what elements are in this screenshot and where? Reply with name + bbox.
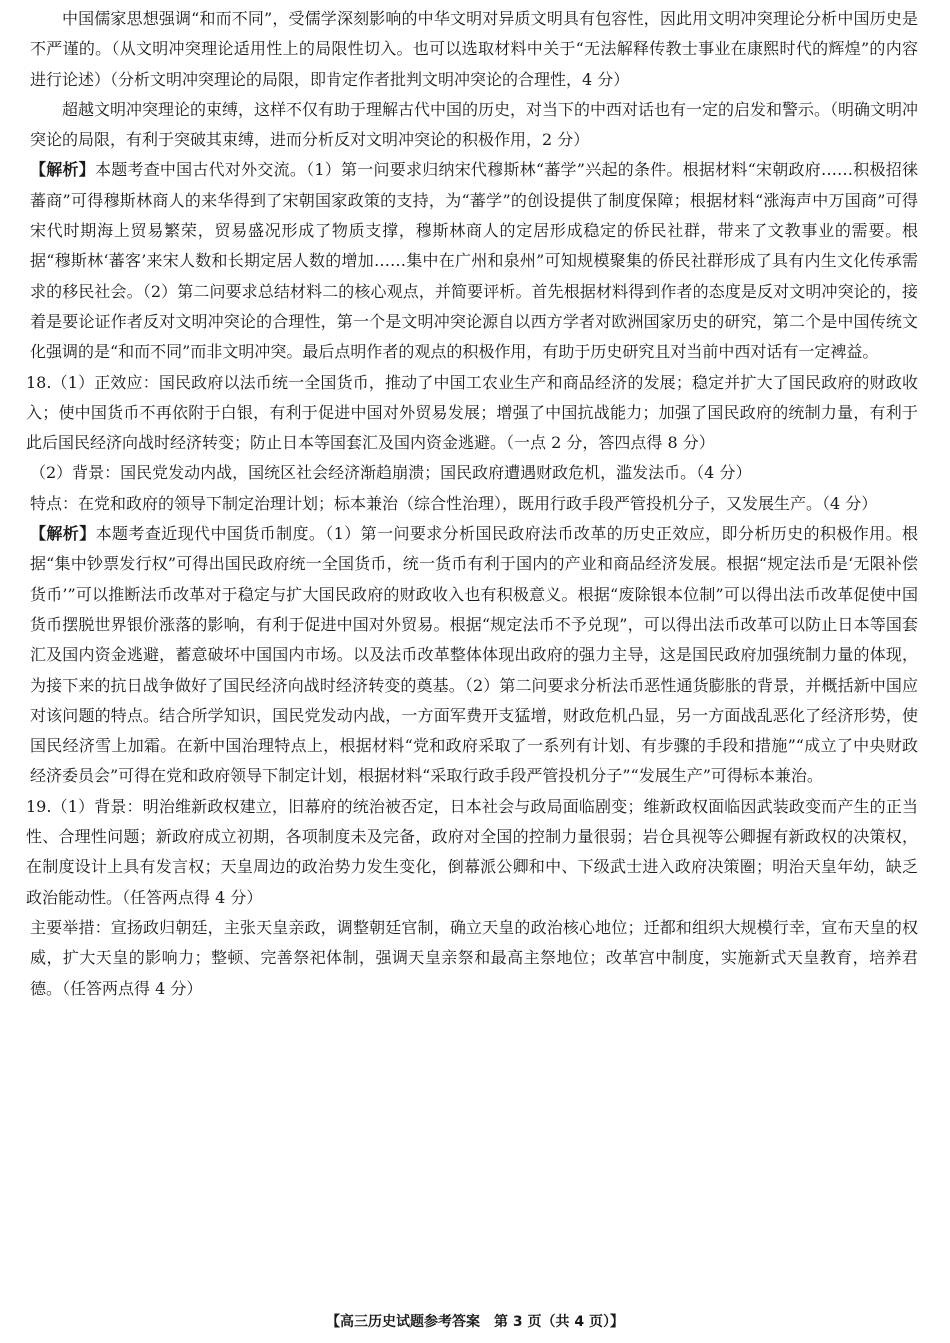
page-footer: 【高三历史试题参考答案 第 3 页（共 4 页）】 (326, 1314, 624, 1330)
analysis-q18-text: 本题考查近现代中国货币制度。（1）第一问要求分析国民政府法币改革的历史正效应，即分析历史的积极作用。根据“集中钞票发行权”可得出国民政府统一全国货币，统一货币有利于国内的产业和商品经济发展。根据“规定法币是‘无限补偿货币’”可以推断法币改革对于稳定与扩大国民政府的财政收入也有积极意义。根据“废除银本位制”可以得出法币改革促使中国货币摆脱世界银价涨落的影响，有利于促进中国对外贸易。根据“规定法币不予兑现”，可以得出法币改革可以防止日本等国套汇及国内资金逃避，蓄意破坏中国国内市场。以及法币改革整体体现出政府的强力主导，这是国民政府加强统制力量的体现，为接下来的抗日战争做好了国民经济向战时经济转变的奠基。（2）第二问要求分析法币恶性通货膨胀的背景，并概括新中国应对该问题的特点。结合所学知识，国民党发动内战，一方面军费开支猛增，财政危机凸显，另一方面战乱恶化了经济形势，使国民经济雪上加霜。在新中国治理特点上，根据材料“党和政府采取了一系列有计划、有步骤的手段和措施”“成立了中央财政经济委员会”可得在党和政府领导下制定计划，根据材料“采取行政手段严管投机分子”“发展生产”可得标本兼治。 (30, 524, 918, 786)
answer-page (26, 4, 919, 1004)
answer-q18-part2-features: 特点：在党和政府的领导下制定治理计划；标本兼治（综合性治理），既用行政手段严管投机分子，又发展生产。（4 分） (30, 493, 878, 513)
analysis-q17 (30, 155, 918, 367)
answer-q19-measures: 主要举措：宣扬政归朝廷，主张天皇亲政，调整朝廷官制，确立天皇的政治核心地位；迁都和组织大规模行幸，宣布天皇的权威，扩大天皇的影响力；整顿、完善祭祀体制，强调天皇亲祭和最高主祭地位；改革宫中制度，实施新式天皇教育，培养君德。（任答两点得 4 分） (30, 917, 918, 998)
paragraph-significance: 超越文明冲突理论的束缚，这样不仅有助于理解古代中国的历史，对当下的中西对话也有一定的启发和警示。（明确文明冲突论的局限，有利于突破其束缚，进而分析反对文明冲突论的积极作用，2 分） (30, 99, 919, 150)
answer-q18-part1: 18.（1）正效应：国民政府以法币统一全国货币，推动了中国工农业生产和商品经济的发展；稳定并扩大了国民政府的财政收入；使中国货币不再依附于白银，有利于促进中国对外贸易发展；增强了中国抗战能力；加强了国民政府的统制力量，有利于此后国民经济向战时经济转变；防止日本等国套汇及国内资金逃避。（一点 2 分，答四点得 8 分） (26, 372, 918, 453)
analysis-q17-text: 本题考查中国古代对外交流。（1）第一问要求归纳宋代穆斯林“蕃学”兴起的条件。根据材料“宋朝政府……积极招徕蕃商”可得穆斯林商人的来华得到了宋朝国家政策的支持，为“蕃学”的创设提供了制度保障；根据材料“涨海声中万国商”可得宋代时期海上贸易繁荣，贸易盛况形成了物质支撑，穆斯林商人的定居形成稳定的侨民社群，带来了文教事业的需要。根据“穆斯林‘蕃客’来宋人数和长期定居人数的增加……集中在广州和泉州”可知规模聚集的侨民社群形成了具有内生文化传承需求的移民社会。（2）第二问要求总结材料二的核心观点，并简要评析。首先根据材料得到作者的态度是反对文明冲突论的，接着是要论证作者反对文明冲突论的合理性，第一个是文明冲突论源自以西方学者对欧洲国家历史的研究，第二个是中国传统文化强调的是“和而不同”而非文明冲突。最后点明作者的观点的积极作用，有助于历史研究且对当前中西对话有一定裨益。 (30, 160, 918, 362)
analysis-q18 (30, 519, 918, 792)
answer-q19-part1: 19.（1）背景：明治维新政权建立，旧幕府的统治被否定，日本社会与政局面临剧变；维新政权面临因武装政变而产生的正当性、合理性问题；新政府成立初期，各项制度未及完备，政府对全国的控制力量很弱；岩仓具视等公卿握有新政权的决策权，在制度设计上具有发言权；天皇周边的政治势力发生变化，倒幕派公卿和中、下级武士进入政府决策圈；明治天皇年幼，缺乏政治能动性。（任答两点得 4 分） (26, 796, 918, 907)
answer-q18-part2-background: （2）背景：国民党发动内战，国统区社会经济渐趋崩溃；国民政府遭遇财政危机，滥发法币。（4 分） (30, 463, 752, 483)
analysis-tag: 【解析】 (30, 524, 96, 544)
analysis-tag: 【解析】 (30, 160, 95, 180)
paragraph-critique: 中国儒家思想强调“和而不同”，受儒学深刻影响的中华文明对异质文明具有包容性，因此用文明冲突理论分析中国历史是不严谨的。（从文明冲突理论适用性上的局限性切入。也可以选取材料中关于“无法解释传教士事业在康熙时代的辉煌”的内容进行论述）（分析文明冲突理论的局限，即肯定作者批判文明冲突论的合理性，4 分） (30, 9, 918, 89)
